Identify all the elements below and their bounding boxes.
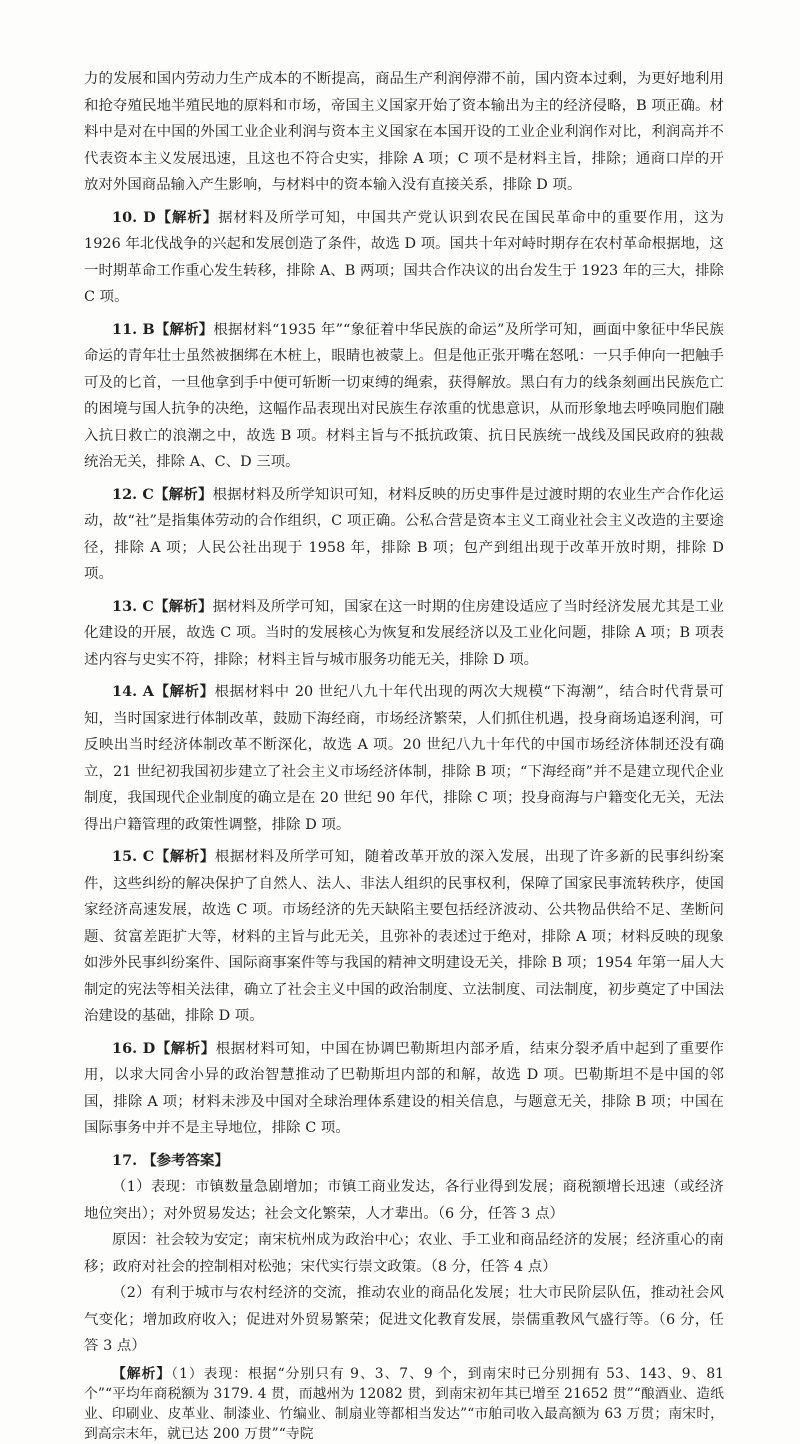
- reference-answer-label: 17. 【参考答案】: [112, 1151, 229, 1169]
- answer-paragraph-9-continued: 力的发展和国内劳动力生产成本的不断提高，商品生产利润停滞不前，国内资本过剩，为更好地利用和抢夺殖民地半殖民地的原料和市场，帝国主义国家开始了资本输出为主的经济侵略，B 项正确。材料中是对在中国的外国工业企业利润与资本主义国家在本国开设的工业企业利润作对比，利润高并不代表资本主义发展迅速，且这也不符合史实，排除 A 项；C 项不是材料主旨，排除；通商口岸的开放对外国商品输入产生影响，与材料中的资本输入没有直接关系，排除 D 项。: [84, 71, 724, 193]
- answer-heading-12: 12. C【解析】: [112, 485, 213, 503]
- answer-17-part1-performance: （1）表现：市镇数量急剧增加；市镇工商业发达，各行业得到发展；商税额增长迅速（或经济地位突出）；对外贸易发达；社会文化繁荣，人才辈出。（6 分，任答 3 点）: [84, 1179, 724, 1222]
- answer-paragraph-12: 12. C【解析】根据材料及所学知识可知，材料反映的历史事件是过渡时期的农业生产合作化运动，故“社”是指集体劳动的合作组织，C 项正确。公私合营是资本主义工商业社会主义改造的主要途径，排除 A 项；人民公社出现于 1958 年，排除 B 项；包产到组出现于改革开放时期，排除 D 项。: [84, 485, 724, 582]
- answer-heading-17: [84, 1148, 724, 1175]
- answer-heading-15: 15. C【解析】: [112, 848, 215, 865]
- analysis-label: 【解析】: [112, 1365, 172, 1382]
- answer-heading-10: 10. D【解析】: [112, 208, 219, 226]
- answer-heading-16: 16. D【解析】: [112, 1039, 216, 1057]
- answer-heading-14: 14. A【解析】: [112, 683, 215, 700]
- answer-paragraph-15: 15. C【解析】根据材料及所学可知，随着改革开放的深入发展，出现了许多新的民事纠纷案件，这些纠纷的解决保护了自然人、法人、非法人组织的民事权利，保障了国家民事流转秩序，使国家经济高速发展，故选 C 项。市场经济的先天缺陷主要包括经济波动、公共物品供给不足、垄断问题、贫富差距扩大等，材料的主旨与此无关，且弥补的表述过于绝对，排除 A 项；材料反映的现象如涉外民事纠纷案件、国际商事案件等与我国的精神文明建设无关，排除 B 项；1954 年第一届人大制定的宪法等相关法律，确立了社会主义中国的政治制度、立法制度、司法制度，初步奠定了中国法治建设的基础，排除 D 项。: [84, 848, 725, 1024]
- answer-heading-13: 13. C【解析】: [112, 597, 213, 615]
- answer-paragraph-16: 16. D【解析】根据材料可知，中国在协调巴勒斯坦内部矛盾，结束分裂矛盾中起到了重要作用，以求大同舍小异的政治智慧推动了巴勒斯坦内部的和解，故选 D 项。巴勒斯坦不是中国的邻国，排除 A 项；材料未涉及中国对全球治理体系建设的相关信息，与题意无关，排除 B 项；中国在国际事务中并不是主导地位，排除 C 项。: [84, 1039, 724, 1136]
- answer-paragraph-10: 10. D【解析】据材料及所学可知，中国共产党认识到农民在国民革命中的重要作用，这为 1926 年北伐战争的兴起和发展创造了条件，故选 D 项。国共十年对峙时期存在农村革命根据地，这一时期革命工作重心发生转移，排除 A、B 两项；国共合作决议的出台发生于 1923 年的三大，排除 C 项。: [84, 208, 724, 305]
- answer-paragraph-14: 14. A【解析】根据材料中 20 世纪八九十年代出现的两次大规模“下海潮”，结合时代背景可知，当时国家进行体制改革，鼓励下海经商，市场经济繁荣，人们抓住机遇，投身商场追逐利润，可反映出当时经济体制改革不断深化，故选 A 项。20 世纪八九十年代的中国市场经济体制还没有确立，21 世纪初我国初步建立了社会主义市场经济体制，排除 B 项；“下海经商”并不是建立现代企业制度，我国现代企业制度的确立是在 20 世纪 90 年代，排除 C 项；投身商海与户籍变化无关，无法得出户籍管理的政策性调整，排除 D 项。: [84, 683, 724, 833]
- answer-17-part1-reasons: 原因：社会较为安定；南宋杭州成为政治中心；农业、手工业和商品经济的发展；经济重心的南移；政府对社会的控制相对松弛；宋代实行崇文政策。（8 分，任答 4 点）: [84, 1232, 724, 1275]
- answer-paragraph-13: 13. C【解析】据材料及所学可知，国家在这一时期的住房建设适应了当时经济发展尤其是工业化建设的开展，故选 C 项。当时的发展核心为恢复和发展经济以及工业化问题，排除 A 项；B 项表述内容与史实不符，排除；材料主旨与城市服务功能无关，排除 D 项。: [84, 597, 724, 668]
- answer-17-part2-impact: （2）有利于城市与农村经济的交流，推动农业的商品化发展；壮大市民阶层队伍，推动社会风气变化；增加政府收入；促进对外贸易繁荣；促进文化教育发展，崇儒重教风气盛行等。（6 分，任答 3 点）: [84, 1285, 724, 1354]
- answer-heading-11: 11. B【解析】: [112, 320, 214, 338]
- answer-17-analysis: 【解析】（1）表现：根据“分别只有 9、3、7、9 个，到南宋时已分别拥有 53、143、9、81 个”“平均年商税额为 3179. 4 贯，而越州为 12082 贯，到南宋初年其已增至 21652 贯”“酿酒业、造纸业、印刷业、皮革业、制漆业、竹编业、制扇业等都相当发达”“市舶司收入最高额为 63 万贯；南宋时，到高宗末年，就已达 200 万贯”“寺院: [84, 1365, 724, 1442]
- answer-paragraph-11: 11. B【解析】根据材料“1935 年”“象征着中华民族的命运”及所学可知，画面中象征中华民族命运的青年壮士虽然被捆绑在木桩上，眼睛也被蒙上。但是他正张开嘴在怒吼：一只手伸向一把触手可及的匕首，一旦他拿到手中便可斩断一切束缚的绳索，获得解放。黑白有力的线条刻画出民族危亡的困境与国人抗争的决绝，这幅作品表现出对民族生存浓重的忧患意识，从而形象地去呼唤同胞们融入抗日救亡的浪潮之中，故选 B 项。材料主旨与不抵抗政策、抗日民族统一战线及国民政府的独裁统治无关，排除 A、C、D 三项。: [84, 320, 724, 470]
